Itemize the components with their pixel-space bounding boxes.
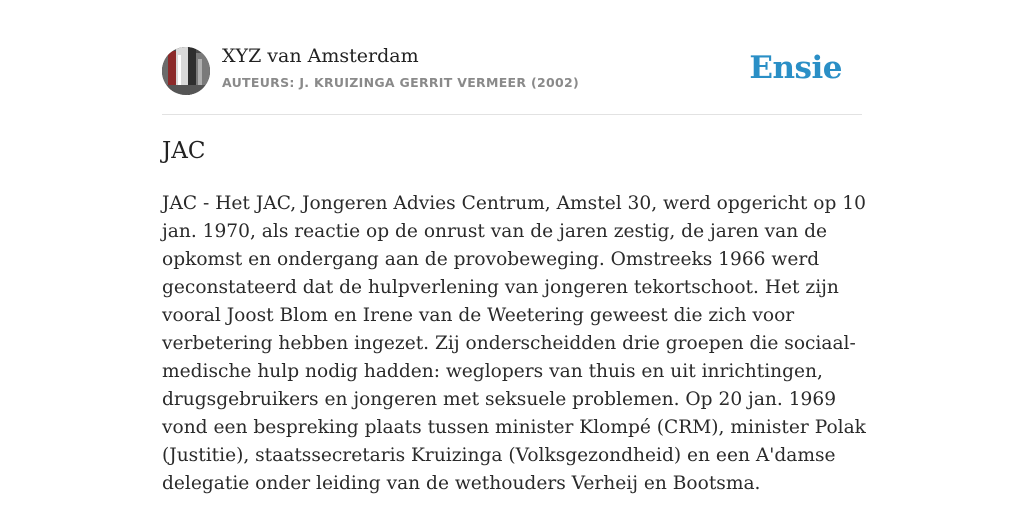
book-cover-image (162, 47, 210, 95)
page-container (162, 0, 866, 494)
entry-title: JAC (162, 138, 206, 164)
book-cover-avatar[interactable] (162, 47, 210, 95)
ensie-logo[interactable]: Ensie (749, 50, 842, 86)
entry-header (162, 0, 862, 115)
authors-line: AUTEURS: J. KRUIZINGA GERRIT VERMEER (2002) (222, 75, 579, 90)
book-title[interactable]: XYZ van Amsterdam (222, 45, 419, 67)
entry-definition: JAC - Het JAC, Jongeren Advies Centrum, Amstel 30, werd opgericht op 10 jan. 1970, als reactie op de onrust van de jaren zestig, de jaren van de opkomst en ondergang aan de provobeweging. Omstreeks 1966 werd geconstateerd dat de hulpverlening van jongeren tekortschoot. Het zijn vooral Joost Blom en Irene van de Weetering geweest die zich voor verbetering hebben ingezet. Zij onderscheidden drie groepen die sociaal-medische hulp nodig hadden: weglopers van thuis en uit inrichtingen, drugsgebruikers en jongeren met seksuele problemen. Op 20 jan. 1969 vond een bespreking plaats tussen minister Klompé (CRM), minister Polak (Justitie), staatssecretaris Kruizinga (Volksgezondheid) en een A'damse delegatie onder leiding van de wethouders Verheij en Bootsma. (162, 193, 866, 494)
